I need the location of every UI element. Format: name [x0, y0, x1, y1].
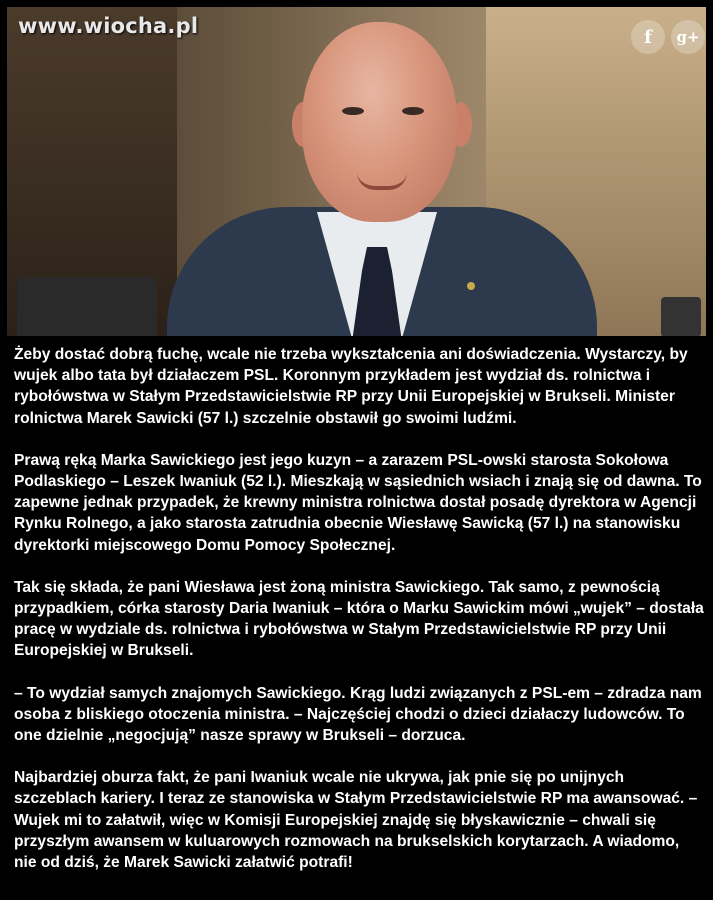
article-paragraph: Prawą ręką Marka Sawickiego jest jego kuzyn – a zarazem PSL-owski starosta Sokołowa Podlaskiego – Leszek Iwaniuk (52 l.). Mieszkają w sąsiednich wsiach i znają się od dawna. To zapewne jednak przypadek, że krewny ministra rolnictwa dostał posadę dyrektora w Agencji Rynku Rolnego, a jako starosta zatrudnia obecnie Wiesławę Sawicką (57 l.) na stanowisku dyrektorki miejscowego Domu Pomocy Społecznej.: [14, 451, 702, 554]
photo-head: [302, 22, 457, 222]
photo-eye-right: [402, 107, 424, 115]
article-paragraph: Tak się składa, że pani Wiesława jest żoną ministra Sawickiego. Tak samo, z pewnością przypadkiem, córka starosty Daria Iwaniuk – która o Marku Sawickim mówi „wujek” – dostała pracę w wydziale ds. rolnictwa i rybołówstwa w Stałym Przedstawicielstwie RP przy Unii Europejskiej w Brukseli.: [14, 578, 704, 660]
article-paragraph: Najbardziej oburza fakt, że pani Iwaniuk wcale nie ukrywa, jak pnie się po unijnych szczeblach kariery. I teraz ze stanowiska w Stałym Przedstawicielstwie RP ma awansować. – Wujek mi to załatwił, więc w Komisji Europejskiej znajdę się błyskawicznie – chwali się przyszłym awansem w kuluarowych rozmowach na brukselskich korytarzach. A wiadomo, nie od dziś, że Marek Sawicki załatwić potrafi!: [14, 769, 698, 872]
photo-lapel-pin: [467, 282, 475, 290]
facebook-share-icon[interactable]: f: [631, 20, 665, 54]
article-photo: [7, 7, 706, 336]
site-watermark: www.wiocha.pl: [18, 14, 199, 38]
photo-person: [167, 7, 597, 336]
article-body: [14, 344, 704, 894]
googleplus-share-icon[interactable]: g+: [671, 20, 705, 54]
photo-chair-right: [661, 297, 701, 336]
article-paragraph: – To wydział samych znajomych Sawickiego. Krąg ludzi związanych z PSL-em – zdradza nam osoba z bliskiego otoczenia ministra. – Najczęściej chodzi o dzieci działaczy ludowców. To one dzielnie „negocjują” nasze sprawy w Brukseli – dorzuca.: [14, 684, 702, 745]
photo-chair: [17, 277, 157, 336]
article-paragraph: Żeby dostać dobrą fuchę, wcale nie trzeba wykształcenia ani doświadczenia. Wystarczy, by wujek albo tata był działaczem PSL. Koronnym przykładem jest wydział ds. rolnictwa i rybołówstwa w Stałym Przedstawicielstwie RP przy Unii Europejskiej w Brukseli. Minister rolnictwa Marek Sawicki (57 l.) szczelnie obstawił go swoimi ludźmi.: [14, 346, 688, 427]
photo-eye-left: [342, 107, 364, 115]
